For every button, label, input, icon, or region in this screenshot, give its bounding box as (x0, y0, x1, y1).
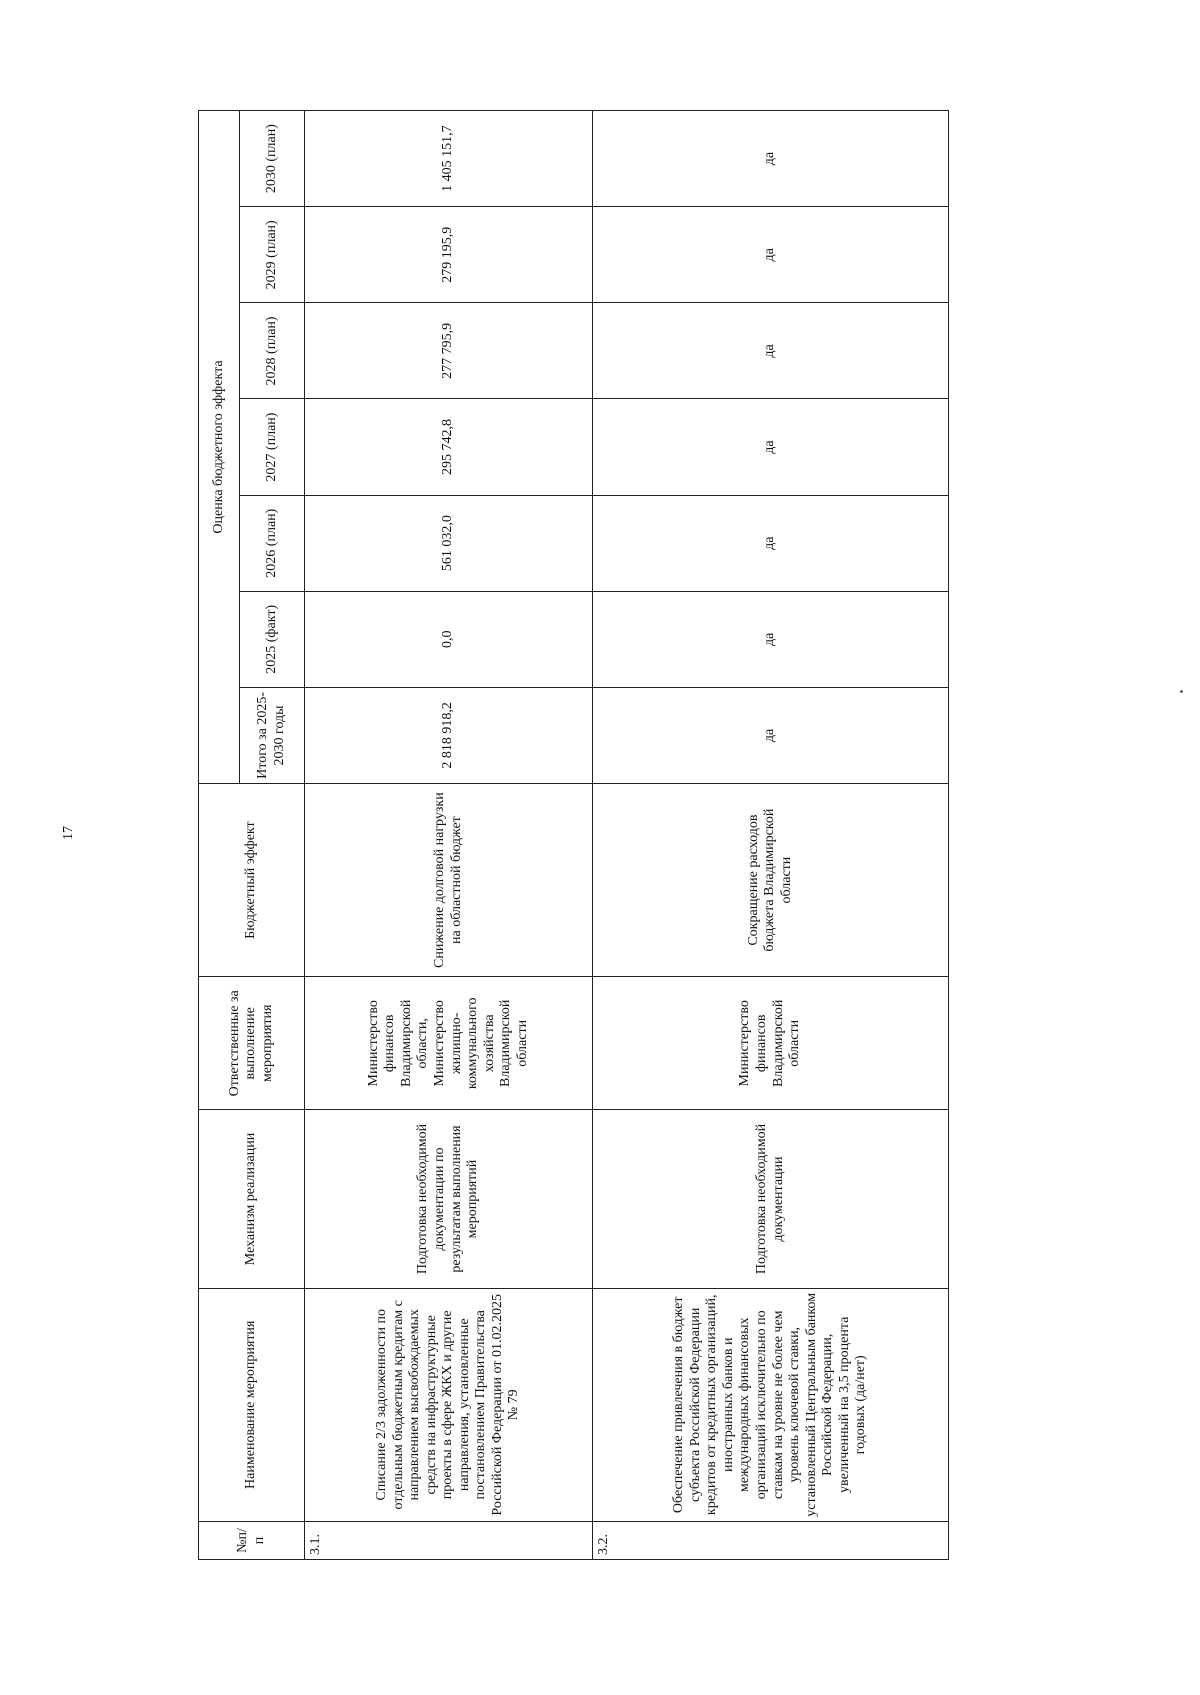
row-number: 3.2. (593, 1521, 949, 1559)
table-row (593, 111, 949, 1560)
header-mechanism: Механизм реализации (199, 1110, 305, 1288)
header-year-2029: 2029 (план) (240, 207, 305, 303)
row-name: Списание 2/3 задолженности по отдельным бюджетным кредитам с направлением высвобождаемых средств на инфраструктурные проекты в сфере ЖКХ и другие направления, установленные постановлением Правительства Российской Федерации от 01.02.2025 № 79 (305, 1288, 593, 1521)
scan-speck (1180, 690, 1183, 693)
budget-effect-table (198, 110, 949, 1560)
row-value-2026: да (593, 495, 949, 591)
row-value-2026: 561 032,0 (305, 495, 593, 591)
row-name: Обеспечение привлечения в бюджет субъекта Российской Федерации кредитов от кредитных организаций, иностранных банков и международных финансовых организаций исключительно по ставкам на уровне не более чем уровень ключевой ставки, установленный Центральным банком Российской Федерации, увеличенный на 3,5 процента годовых (да/нет) (593, 1288, 949, 1521)
row-value-2027: 295 742,8 (305, 399, 593, 495)
row-value-2025: 0,0 (305, 591, 593, 687)
header-year-total: Итого за 2025-2030 годы (240, 687, 305, 783)
row-responsible: Министерство финансов Владимирской области, Министерство жилищно-коммунального хозяйства Владимирской области (305, 977, 593, 1110)
row-value-total: 2 818 918,2 (305, 687, 593, 783)
rotated-table-wrapper (198, 110, 938, 1560)
header-responsible: Ответственные за выполнение мероприятия (199, 977, 305, 1110)
row-value-2030: 1 405 151,7 (305, 111, 593, 207)
row-value-2028: 277 795,9 (305, 303, 593, 399)
header-evaluation: Оценка бюджетного эффекта (199, 111, 240, 784)
header-year-2027: 2027 (план) (240, 399, 305, 495)
page-number: 17 (61, 826, 76, 840)
row-effect: Сокращение расходов бюджета Владимирской области (593, 783, 949, 976)
row-value-2029: да (593, 207, 949, 303)
header-effect: Бюджетный эффект (199, 783, 305, 976)
row-mechanism: Подготовка необходимой документации (593, 1110, 949, 1288)
table-row (305, 111, 593, 1560)
row-value-2025: да (593, 591, 949, 687)
header-year-2030: 2030 (план) (240, 111, 305, 207)
row-value-2029: 279 195,9 (305, 207, 593, 303)
header-name: Наименование мероприятия (199, 1288, 305, 1521)
row-value-2030: да (593, 111, 949, 207)
row-value-total: да (593, 687, 949, 783)
header-year-2026: 2026 (план) (240, 495, 305, 591)
row-value-2028: да (593, 303, 949, 399)
header-num: №п/п (199, 1521, 305, 1559)
header-year-2025: 2025 (факт) (240, 591, 305, 687)
row-number: 3.1. (305, 1521, 593, 1559)
row-mechanism: Подготовка необходимой документации по результатам выполнения мероприятий (305, 1110, 593, 1288)
row-effect: Снижение долговой нагрузки на областной бюджет (305, 783, 593, 976)
header-row-1 (199, 111, 240, 1560)
row-value-2027: да (593, 399, 949, 495)
header-year-2028: 2028 (план) (240, 303, 305, 399)
row-responsible: Министерство финансов Владимирской области (593, 977, 949, 1110)
